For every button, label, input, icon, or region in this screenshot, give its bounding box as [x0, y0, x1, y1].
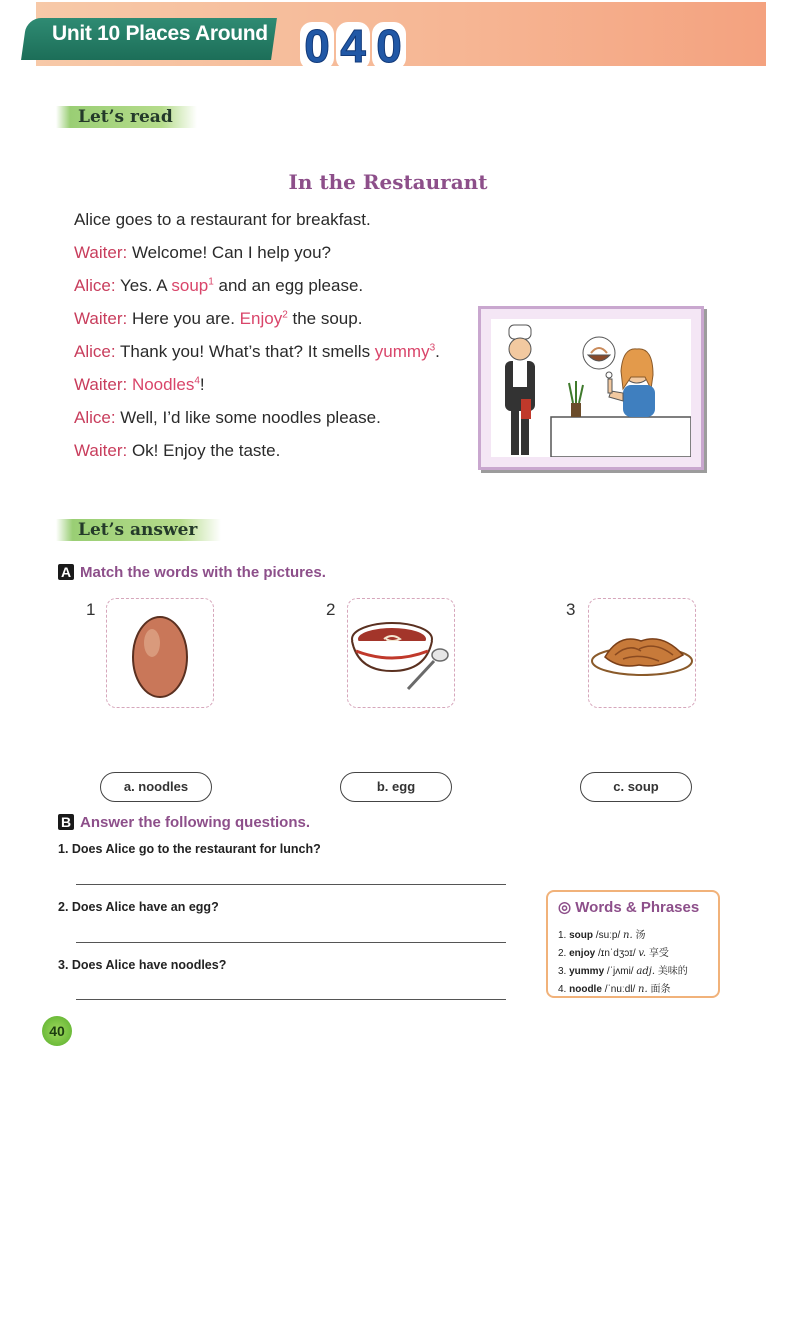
- keyword: soup: [171, 276, 209, 295]
- words-phrases-title: [558, 898, 699, 916]
- page-code-digit: 0: [372, 22, 406, 70]
- lets-read-label: Let’s read: [56, 106, 197, 128]
- story-title: In the Restaurant: [288, 170, 488, 194]
- line-text: Well, I’d like some noodles please.: [115, 408, 381, 427]
- speaker-label: Waiter:: [74, 375, 128, 394]
- option-soup: c. soup: [580, 772, 692, 802]
- dialog-line: [74, 441, 494, 474]
- vocab-item: 2. enjoy /ɪnˈdʒɔɪ/ v. 享受: [558, 948, 669, 959]
- dialog-line: [74, 210, 494, 243]
- option-noodles: a. noodles: [100, 772, 212, 802]
- line-text: Thank you! What’s that? It smells: [115, 342, 375, 361]
- illustration-canvas: [491, 319, 691, 457]
- line-text: and an egg please.: [213, 276, 364, 295]
- question-2: 2. Does Alice have an egg?: [58, 900, 219, 914]
- line-text: Yes. A: [115, 276, 172, 295]
- vocab-item: 3. yummy /ˈjʌmi/ adj. 美味的: [558, 966, 688, 977]
- napkin-icon: [521, 399, 531, 419]
- keyword: yummy: [374, 342, 430, 361]
- page-code-digit: 0: [300, 22, 334, 70]
- words-phrases-box: [546, 890, 720, 998]
- vase-icon: [571, 403, 581, 417]
- waiter-head-icon: [509, 338, 531, 360]
- speaker-label: Waiter:: [74, 243, 128, 262]
- dialog-line: [74, 309, 494, 342]
- target-icon: ◎: [558, 899, 572, 916]
- vocab-item: 1. soup /suːp/ n. 汤: [558, 930, 646, 941]
- restaurant-scene-drawing: [491, 319, 691, 457]
- dialog: [74, 210, 494, 474]
- picture-box-noodles: [588, 598, 696, 708]
- footnote-ref: 3: [429, 342, 436, 354]
- line-text: .: [435, 342, 440, 361]
- dialog-line: [74, 243, 494, 276]
- dialog-line: [74, 375, 494, 408]
- footnote-ref: 1: [208, 276, 214, 288]
- dialog-line: [74, 342, 494, 375]
- vocab-item: 4. noodle /ˈnuːdl/ n. 面条: [558, 984, 671, 995]
- line-text: Ok! Enjoy the taste.: [127, 441, 281, 460]
- option-egg: b. egg: [340, 772, 452, 802]
- narration-text: Alice goes to a restaurant for breakfast.: [74, 210, 371, 229]
- part-a-badge: A: [58, 564, 74, 580]
- picture-number: 1: [86, 600, 96, 619]
- answer-line-1[interactable]: [76, 883, 506, 885]
- picture-box-egg: [106, 598, 214, 708]
- part-b-badge: B: [58, 814, 74, 830]
- table-icon: [551, 417, 691, 457]
- restaurant-illustration: [478, 306, 704, 470]
- footnote-ref: 4: [194, 375, 200, 387]
- speaker-label: Alice:: [74, 342, 116, 361]
- part-b-header: [58, 814, 310, 832]
- thought-bubble-icon: [583, 337, 615, 369]
- page-code-digit: 4: [336, 22, 370, 70]
- unit-title: Unit 10 Places Around: [52, 22, 268, 45]
- part-a-instruction: Match the words with the pictures.: [80, 564, 326, 581]
- footnote-ref: 2: [282, 309, 288, 321]
- chef-hat-icon: [509, 325, 531, 339]
- keyword: Noodles: [131, 375, 195, 394]
- speaker-label: Waiter:: [74, 309, 128, 328]
- speaker-label: Waiter:: [74, 441, 128, 460]
- lets-answer-label: Let’s answer: [56, 519, 221, 541]
- part-a-header: [58, 564, 326, 582]
- line-text: Here you are.: [127, 309, 240, 328]
- answer-line-2[interactable]: [76, 941, 506, 943]
- speaker-label: Alice:: [74, 276, 116, 295]
- noodles-plate-picture-icon: [589, 599, 695, 707]
- alice-body-icon: [623, 385, 655, 417]
- dialog-line: [74, 408, 494, 441]
- question-1: 1. Does Alice go to the restaurant for lunch?: [58, 842, 321, 856]
- egg-picture-icon: [107, 599, 213, 707]
- answer-line-3[interactable]: [76, 998, 506, 1000]
- line-text: Welcome! Can I help you?: [127, 243, 332, 262]
- words-phrases-title-text: Words & Phrases: [575, 899, 700, 916]
- line-text: !: [199, 375, 205, 394]
- page-code: [300, 22, 406, 74]
- picture-number: 3: [566, 600, 576, 619]
- line-text: the soup.: [287, 309, 363, 328]
- picture-number: 2: [326, 600, 336, 619]
- page-number: 40: [42, 1016, 72, 1046]
- question-3: 3. Does Alice have noodles?: [58, 958, 227, 972]
- waiter-shirt-icon: [513, 361, 527, 387]
- part-b-instruction: Answer the following questions.: [80, 814, 311, 831]
- picture-box-soup: [347, 598, 455, 708]
- dialog-line: [74, 276, 494, 309]
- speaker-label: Alice:: [74, 408, 116, 427]
- keyword: Enjoy: [239, 309, 283, 328]
- soup-bowl-picture-icon: [348, 599, 454, 707]
